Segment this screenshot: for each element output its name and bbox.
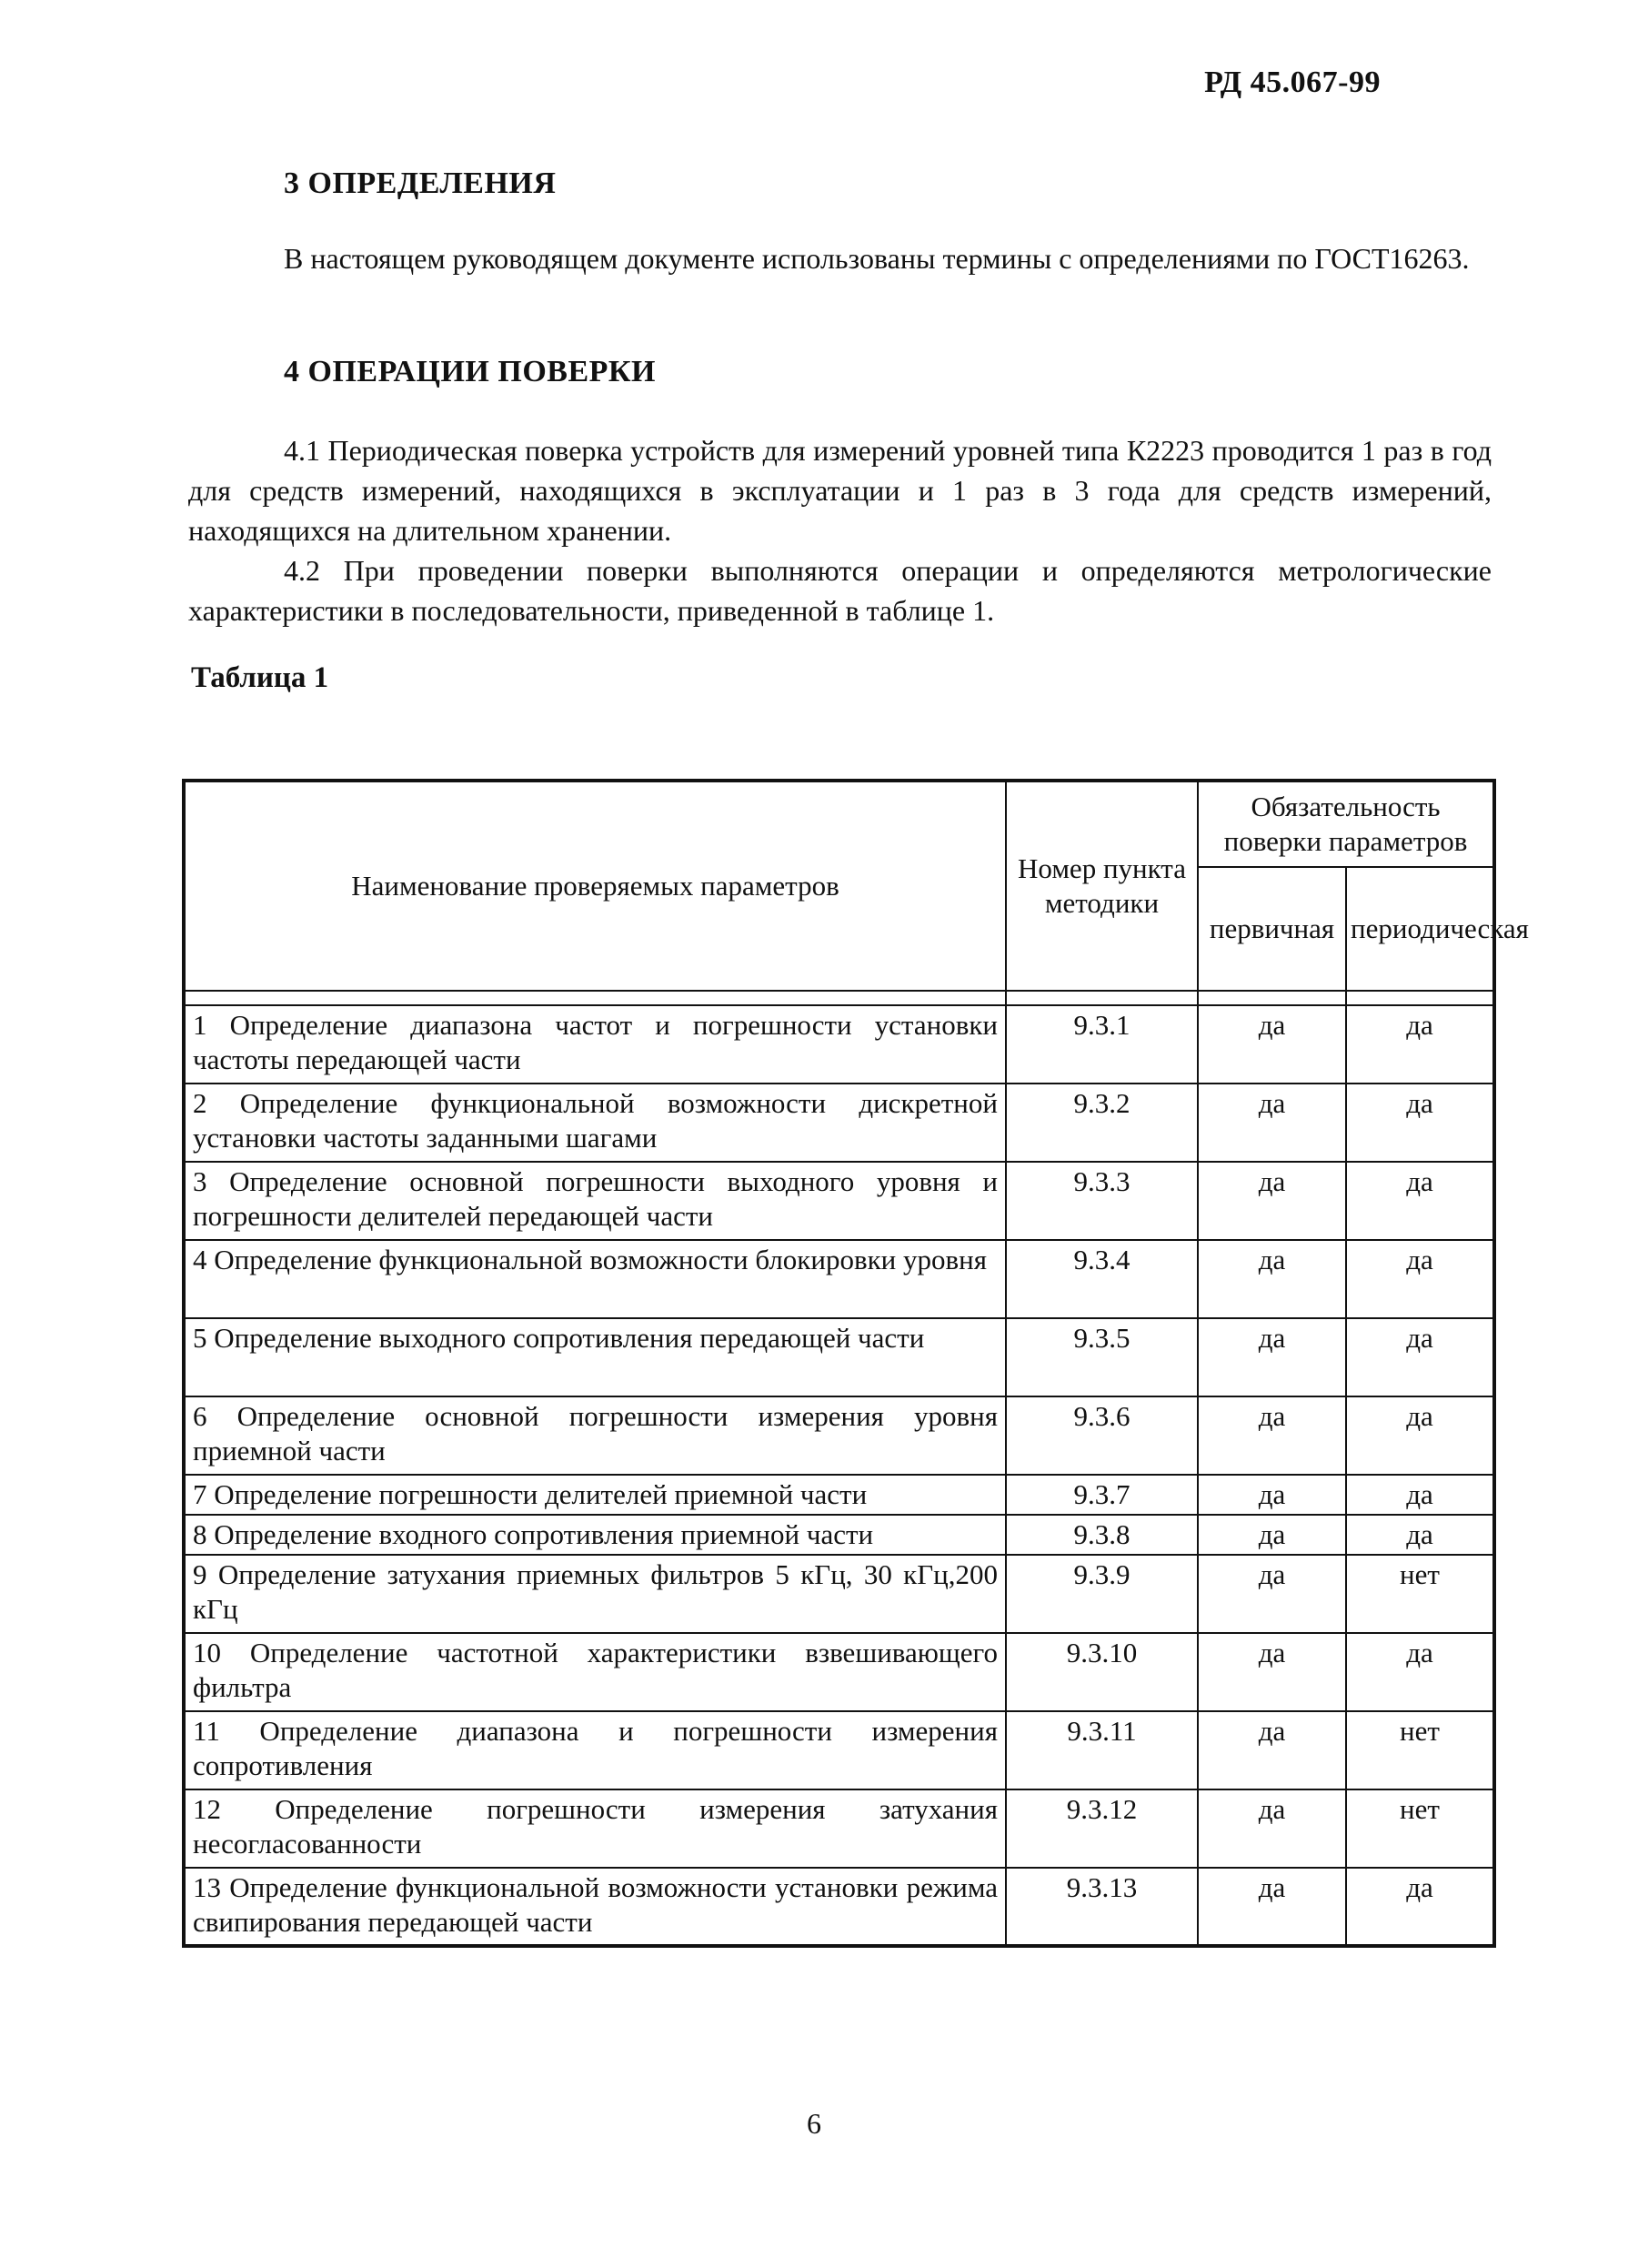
periodic-cell: нет [1346,1789,1494,1868]
primary-cell: да [1198,1789,1346,1868]
parameter-name-cell: 1 Определение диапазона частот и погрешности установки частоты передающей части [184,1005,1006,1084]
header-method-number: Номер пункта методики [1006,781,1198,991]
parameter-name-cell: 12 Определение погрешности измерения затухания несогласованности [184,1789,1006,1868]
method-number-cell: 9.3.11 [1006,1711,1198,1789]
table-row [184,1868,1494,1946]
method-number-cell: 9.3.7 [1006,1475,1198,1515]
primary-cell: да [1198,1555,1346,1633]
section-4-heading: 4 ОПЕРАЦИИ ПОВЕРКИ [284,355,656,388]
header-parameter-name: Наименование проверяемых параметров [184,781,1006,991]
primary-cell: да [1198,1084,1346,1162]
table-row [184,1396,1494,1475]
table-row [184,1555,1494,1633]
table-row [184,1633,1494,1711]
method-number-cell: 9.3.1 [1006,1005,1198,1084]
parameter-name-cell: 5 Определение выходного сопротивления передающей части [184,1318,1006,1396]
table-row [184,1515,1494,1555]
periodic-cell: да [1346,1475,1494,1515]
method-number-cell: 9.3.4 [1006,1240,1198,1318]
method-number-cell: 9.3.12 [1006,1789,1198,1868]
periodic-cell: да [1346,1318,1494,1396]
parameter-name-cell: 6 Определение основной погрешности измерения уровня приемной части [184,1396,1006,1475]
method-number-cell: 9.3.3 [1006,1162,1198,1240]
section-3-text: В настоящем руководящем документе использованы термины с определениями по ГОСТ16263. [284,242,1470,275]
paragraph-4-2: 4.2 При проведении поверки выполняются операции и определяются метрологические характеристики в последовательности, приведенной в таблице 1. [188,554,1492,627]
table-row [184,1475,1494,1515]
parameter-name-cell: 11 Определение диапазона и погрешности измерения сопротивления [184,1711,1006,1789]
section-3-heading: 3 ОПРЕДЕЛЕНИЯ [284,166,557,200]
table-row [184,1084,1494,1162]
parameter-name-cell: 8 Определение входного сопротивления приемной части [184,1515,1006,1555]
method-number-cell: 9.3.13 [1006,1868,1198,1946]
parameters-table [182,779,1529,1948]
primary-cell: да [1198,1515,1346,1555]
header-periodic: периодическая [1346,867,1494,991]
primary-cell: да [1198,1475,1346,1515]
method-number-cell: 9.3.2 [1006,1084,1198,1162]
header-separator-row [184,991,1494,1005]
header-primary: первичная [1198,867,1346,991]
periodic-cell: да [1346,1396,1494,1475]
periodic-cell: да [1346,1240,1494,1318]
table-row [184,1005,1494,1084]
parameter-name-cell: 3 Определение основной погрешности выходного уровня и погрешности делителей передающей части [184,1162,1006,1240]
table-row [184,1240,1494,1318]
header-mandatory: Обязательность поверки параметров [1198,781,1494,867]
table-row [184,1318,1494,1396]
primary-cell: да [1198,1711,1346,1789]
parameter-name-cell: 7 Определение погрешности делителей приемной части [184,1475,1006,1515]
primary-cell: да [1198,1318,1346,1396]
periodic-cell: да [1346,1868,1494,1946]
method-number-cell: 9.3.6 [1006,1396,1198,1475]
parameter-name-cell: 13 Определение функциональной возможности установки режима свипирования передающей части [184,1868,1006,1946]
primary-cell: да [1198,1162,1346,1240]
parameter-name-cell: 2 Определение функциональной возможности дискретной установки частоты заданными шагами [184,1084,1006,1162]
table-caption: Таблица 1 [191,661,329,694]
periodic-cell: да [1346,1084,1494,1162]
primary-cell: да [1198,1005,1346,1084]
method-number-cell: 9.3.5 [1006,1318,1198,1396]
primary-cell: да [1198,1633,1346,1711]
page-number: 6 [807,2107,821,2140]
periodic-cell: да [1346,1633,1494,1711]
parameter-name-cell: 9 Определение затухания приемных фильтров 5 кГц, 30 кГц,200 кГц [184,1555,1006,1633]
parameter-name-cell: 4 Определение функциональной возможности блокировки уровня [184,1240,1006,1318]
primary-cell: да [1198,1396,1346,1475]
primary-cell: да [1198,1240,1346,1318]
method-number-cell: 9.3.10 [1006,1633,1198,1711]
periodic-cell: нет [1346,1711,1494,1789]
periodic-cell: нет [1346,1555,1494,1633]
document-code: РД 45.067-99 [1204,66,1381,99]
parameter-name-cell: 10 Определение частотной характеристики взвешивающего фильтра [184,1633,1006,1711]
periodic-cell: да [1346,1005,1494,1084]
method-number-cell: 9.3.9 [1006,1555,1198,1633]
primary-cell: да [1198,1868,1346,1946]
paragraph-4-1: 4.1 Периодическая поверка устройств для измерений уровней типа К2223 проводится 1 раз в год для средств измерений, находящихся в эксплуатации и 1 раз в 3 года для средств измерений, находящихся на длительном хранении. [188,434,1492,547]
table-row [184,1789,1494,1868]
method-number-cell: 9.3.8 [1006,1515,1198,1555]
periodic-cell: да [1346,1162,1494,1240]
table-row [184,1711,1494,1789]
periodic-cell: да [1346,1515,1494,1555]
table-row [184,1162,1494,1240]
